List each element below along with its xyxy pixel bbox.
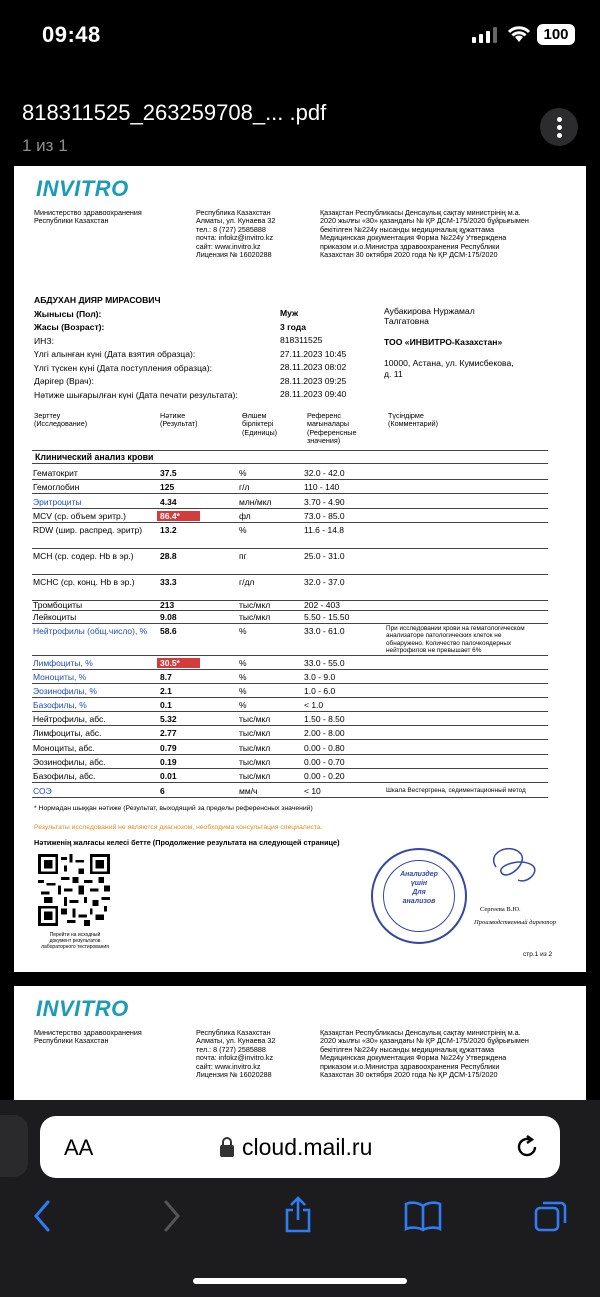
result-reference: 32.0 - 37.0 [304, 577, 345, 587]
result-name: Нейтрофилы, абс. [33, 714, 106, 724]
signer-name: Сергеева В.Ю. [480, 906, 521, 913]
result-value: 37.5 [160, 468, 177, 478]
invitro-logo: INVITRO [36, 996, 129, 1021]
result-value: 0.1 [160, 700, 172, 710]
result-value: 0.19 [160, 757, 177, 767]
result-unit: % [239, 658, 247, 668]
lab-name: ТОО «ИНВИТРО-Казахстан» [384, 337, 503, 347]
divider [32, 463, 548, 464]
pdf-page-1 [14, 166, 586, 972]
result-unit: % [239, 468, 247, 478]
result-reference: 73.0 - 85.0 [304, 511, 345, 521]
result-value: 6 [160, 786, 165, 796]
result-reference: 1.50 - 8.50 [304, 714, 345, 724]
result-name: MCV (ср. объем эритр.) [33, 511, 126, 521]
result-reference: 0.00 - 0.20 [304, 771, 345, 781]
more-options-button[interactable] [540, 108, 578, 146]
qr-code[interactable] [38, 854, 110, 926]
result-reference: 33.0 - 55.0 [304, 658, 345, 668]
url-text[interactable]: cloud.mail.ru [242, 1134, 373, 1160]
table-row [14, 755, 554, 767]
result-name: Тромбоциты [33, 600, 83, 610]
table-row [14, 466, 554, 478]
result-unit: тыс/мкл [239, 771, 271, 781]
label-sex: Жынысы (Пол): [34, 308, 102, 319]
result-value: 0.01 [160, 771, 177, 781]
divider [32, 450, 548, 451]
result-name: Нейтрофилы (общ.число), % [33, 626, 148, 636]
col-study: Зерттеу (Исследование) [34, 411, 88, 429]
clock: 09:48 [42, 22, 101, 47]
result-unit: тыс/мкл [239, 612, 271, 622]
table-row [14, 684, 554, 696]
result-value: 86.4* [157, 511, 200, 521]
result-value: 213 [160, 600, 175, 610]
result-value: 58.6 [160, 626, 177, 636]
col-units: Өлшем бірліктері (Единицы) [242, 411, 278, 437]
label-received-date: Үлгі түскен күні (Дата поступления образца): [34, 362, 213, 373]
lab-address: Республика Казахстан Алматы, ул. Кунаева 32 тел.: 8 (727) 2585888 почта: infokz@invitro.kz сайт: www.invitro.kz Лицензия № 16020288 [196, 1028, 276, 1080]
table-row [14, 598, 554, 609]
signer-title: Производственный директор [474, 919, 557, 926]
footnote: * Нормадан шыққан нәтиже (Результат, выходящий за пределы референсных значений) [34, 805, 313, 812]
share-icon[interactable] [283, 1196, 313, 1234]
wifi-icon [506, 24, 532, 44]
tabs-icon[interactable] [533, 1199, 569, 1233]
doctor-name: Аубакирова Нуржамал Талгатовна [384, 305, 475, 326]
reload-icon[interactable] [514, 1134, 540, 1160]
table-row [14, 741, 554, 753]
lab-stamp [371, 848, 467, 944]
ministry-kz: Қазақстан Республикасы Денсаулық сақтау министрінің м.а. 2020 жылғы «30» қазандағы № ҚР ДСМ-175/2020 бұйрығымен бекітілген №224у нысанды медициналық құжаттама Медицинская документация Форма №224у Утверждена приказом и.о.Министра здравоохранения Республики Казахстан 30 октября 2020 года № ҚР ДСМ-175/2020 [320, 1028, 529, 1080]
result-name: Гематокрит [33, 468, 78, 478]
result-name: Эритроциты [33, 497, 82, 507]
result-unit: млн/мкл [239, 497, 272, 507]
table-row [14, 769, 554, 781]
home-indicator [193, 1278, 407, 1284]
patient-values [280, 307, 346, 402]
value-doctor: 28.11.2023 09:25 [280, 375, 347, 386]
result-reference: < 1.0 [304, 700, 324, 710]
result-value: 33.3 [160, 577, 177, 587]
neutrophil-comment: При исследовании крови на гематологическом анализаторе патологических клеток не обнаружено. Количество палочкоядерных нейтрофилов не превышает 6% [386, 625, 525, 655]
lab-address: Республика Казахстан Алматы, ул. Кунаева 32 тел.: 8 (727) 2585888 почта: infokz@invitro.kz сайт: www.invitro.kz Лицензия № 16020288 [196, 208, 276, 260]
label-print-date: Нәтиже шығарылған күні (Дата печати результата): [34, 389, 238, 400]
lock-icon [219, 1136, 235, 1158]
result-name: Гемоглобин [33, 482, 80, 492]
value-sex: Муж [280, 308, 299, 318]
bookmarks-icon[interactable] [404, 1200, 442, 1232]
signature [476, 842, 546, 892]
value-inz: 818311525 [280, 335, 323, 345]
result-reference: 25.0 - 31.0 [304, 551, 345, 561]
table-row [14, 509, 554, 521]
result-reference: 1.0 - 6.0 [304, 686, 336, 696]
stamp-text: Анализдер үшін Для анализов [400, 871, 438, 905]
table-row [14, 670, 554, 682]
previous-tab-edge[interactable] [0, 1115, 28, 1177]
status-bar [0, 0, 600, 70]
result-name: RDW (шир. распред. эритр) [33, 525, 143, 535]
table-row [14, 698, 554, 710]
lab-street: 10000, Астана, ул. Кумисбекова, д. 11 [384, 358, 514, 379]
result-unit: тыс/мкл [239, 743, 271, 753]
result-name: Базофилы, абс. [33, 771, 96, 781]
reader-options-button[interactable]: AA [64, 1135, 94, 1160]
result-name: Эозинофилы, абс. [33, 757, 106, 767]
result-unit: % [239, 525, 247, 535]
signal-icon [472, 27, 498, 43]
row-divider [32, 782, 548, 783]
qr-caption: Перейти на исходный документ результатов лабораторного тестирования [41, 932, 109, 950]
result-reference: 32.0 - 42.0 [304, 468, 345, 478]
pdf-page-2 [14, 986, 586, 1100]
ministry-ru: Министерство здравоохранения Республики Казахстан [34, 1028, 142, 1046]
result-name: МСНС (ср. конц. Hb в эр.) [33, 577, 135, 587]
disclaimer: Результаты исследований не являются диагнозом, необходима консультация специалиста. [34, 824, 323, 831]
result-unit: тыс/мкл [239, 714, 271, 724]
table-row [14, 549, 554, 573]
continued-note: Нәтиженің жалғасы келесі бетте (Продолжение результата на следующей странице) [34, 838, 340, 847]
result-value: 13.2 [160, 525, 177, 535]
patient-name: АБДУХАН ДИЯР МИРАСОВИЧ [34, 295, 161, 305]
result-name: Моноциты, абс. [33, 743, 95, 753]
row-divider [32, 493, 548, 494]
result-reference: < 10 [304, 786, 321, 796]
result-name: Лимфоциты, % [33, 658, 93, 668]
result-value: 0.79 [160, 743, 177, 753]
table-row [14, 495, 554, 507]
forward-icon[interactable] [162, 1200, 182, 1232]
back-icon[interactable] [32, 1200, 52, 1232]
ministry-ru: Министерство здравоохранения Республики Казахстан [34, 208, 142, 226]
result-value: 125 [160, 482, 175, 492]
result-unit: пг [239, 551, 247, 561]
result-unit: тыс/мкл [239, 728, 271, 738]
value-received-date: 28.11.2023 08:02 [280, 362, 347, 372]
ministry-kz: Қазақстан Республикасы Денсаулық сақтау министрінің м.а. 2020 жылғы «30» қазандағы № ҚР ДСМ-175/2020 бұйрығымен бекітілген №224у нысанды медициналық құжаттама Медицинская документация Форма №224у Утверждена приказом и.о.Министра здравоохранения Республики Казахстан 30 октября 2020 года № ҚР ДСМ-175/2020 [320, 208, 529, 260]
result-value: 8.7 [160, 672, 172, 682]
row-divider [32, 739, 548, 740]
result-name: Моноциты, % [33, 672, 87, 682]
result-value: 2.77 [160, 728, 177, 738]
result-value: 9.08 [160, 612, 177, 622]
doctor-lab-block [384, 295, 514, 390]
result-value: 5.32 [160, 714, 177, 724]
result-unit: % [239, 626, 247, 636]
result-reference: 5.50 - 15.50 [304, 612, 350, 622]
result-name: Эозинофилы, % [33, 686, 97, 696]
label-inz: ИНЗ: [34, 335, 54, 346]
result-reference: 2.00 - 8.00 [304, 728, 345, 738]
result-unit: фл [239, 511, 251, 521]
section-title: Клинический анализ крови [35, 452, 154, 462]
col-reference: Референс мағыналары (Референсные значения) [307, 411, 357, 446]
col-result: Нәтиже (Результат) [160, 411, 198, 429]
result-value: 30.5* [157, 658, 200, 668]
result-unit: % [239, 700, 247, 710]
esr-comment: Шкала Вестергрена, седиментационный метод [386, 787, 526, 794]
table-row [14, 726, 554, 738]
result-value: 28.8 [160, 551, 177, 561]
table-row [14, 523, 554, 547]
value-sample-date: 27.11.2023 10:45 [280, 348, 347, 359]
label-doctor: Дәрігер (Врач): [34, 376, 94, 386]
result-name: Базофилы, % [33, 700, 87, 710]
row-divider [32, 797, 548, 798]
result-reference: 202 - 403 [304, 600, 340, 610]
result-reference: 11.6 - 14.8 [304, 525, 345, 535]
table-row [14, 480, 554, 492]
result-unit: тыс/мкл [239, 757, 271, 767]
page-counter: 1 из 1 [22, 136, 68, 155]
file-name: 818311525_263259708_... .pdf [22, 100, 327, 125]
result-reference: 33.0 - 61.0 [304, 626, 345, 636]
result-unit: % [239, 686, 247, 696]
result-name: МСН (ср. содер. Hb в эр.) [33, 551, 134, 561]
table-row [14, 656, 554, 668]
result-reference: 0.00 - 0.80 [304, 743, 345, 753]
result-unit: тыс/мкл [239, 600, 271, 610]
invitro-logo: INVITRO [36, 176, 129, 201]
table-row [14, 575, 554, 599]
result-value: 4.34 [160, 497, 177, 507]
label-sample-date: Үлгі алынған күні (Дата взятия образца): [34, 349, 196, 359]
result-unit: % [239, 672, 247, 682]
result-reference: 0.00 - 0.70 [304, 757, 345, 767]
result-unit: мм/ч [239, 786, 258, 796]
result-unit: г/л [239, 482, 250, 492]
result-reference: 110 - 140 [304, 482, 340, 492]
battery-icon: 100 [537, 24, 575, 45]
col-comment: Түсіндірме (Комментарий) [388, 411, 439, 429]
value-age: 3 года [280, 321, 307, 332]
table-row [14, 610, 554, 622]
result-name: СОЭ [33, 786, 52, 796]
page-number: стр.1 из 2 [523, 951, 553, 958]
result-name: Лейкоциты [33, 612, 77, 622]
table-row [14, 712, 554, 724]
result-reference: 3.0 - 9.0 [304, 672, 336, 682]
result-name: Лимфоциты, абс. [33, 728, 102, 738]
result-unit: г/дл [239, 577, 255, 587]
result-reference: 3.70 - 4.90 [304, 497, 345, 507]
label-age: Жасы (Возраст): [34, 322, 105, 332]
result-value: 2.1 [160, 686, 172, 696]
value-print-date: 28.11.2023 09:40 [280, 389, 347, 399]
